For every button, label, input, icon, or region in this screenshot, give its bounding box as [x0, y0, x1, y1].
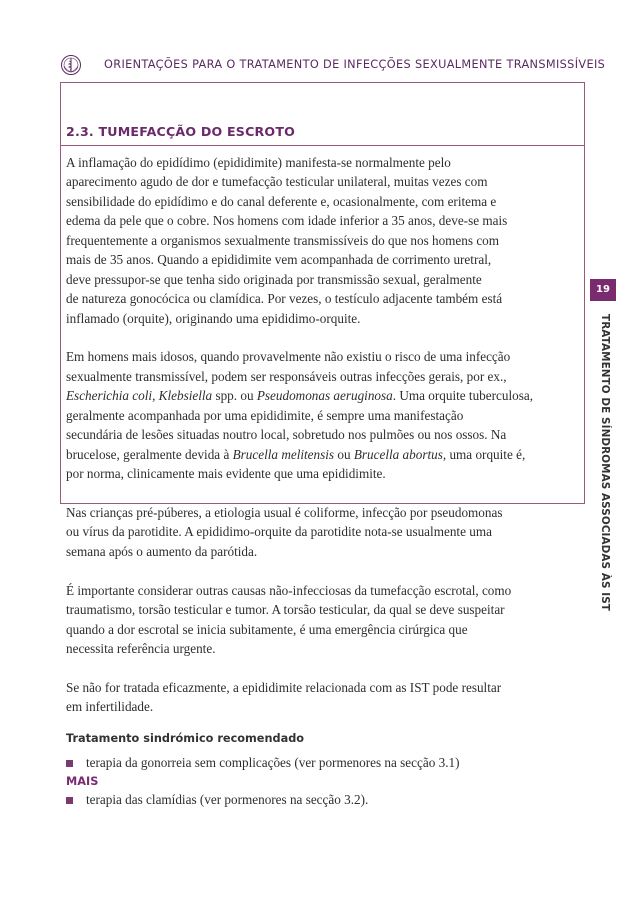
text-line: traumatismo, torsão testicular e tumor. A torsão testicular, da qual se deve suspeitar [66, 602, 505, 618]
treatment-heading: Tratamento sindrómico recomendado [66, 731, 305, 745]
text-line: sensibilidade do epidídimo e do canal deferente e, ocasionalmente, com eritema e [66, 193, 497, 209]
text-run: ou [334, 446, 354, 462]
text-line: ou vírus da parotidite. A epididimo-orquite da parotidite nota-se usualmente uma [66, 524, 492, 540]
text-run: . Uma orquite tuberculosa, [392, 388, 534, 404]
paragraph-older-men [66, 347, 578, 483]
title-divider [61, 145, 585, 146]
text-line: por norma, clinicamente mais evidente que uma epididimite. [66, 466, 386, 482]
text-line: quando a dor escrotal se inicia subitamente, é uma emergência cirúrgica que [66, 621, 468, 637]
bullet-square-icon [66, 797, 73, 804]
paragraph-epididimite [66, 153, 578, 328]
list-item-text: terapia das clamídias (ver pormenores na secção 3.2). [86, 791, 369, 807]
paragraph-non-infectious [66, 581, 578, 659]
body-text [66, 153, 578, 811]
text-line: secundária de lesões situadas noutro local, sobretudo nos pulmões ou nos ossos. Na [66, 427, 507, 443]
page-number: 19 [590, 279, 616, 301]
species-name: Brucella melitensis [232, 446, 335, 462]
text-line: sexualmente transmissível, podem ser responsáveis outras infecções gerais, por ex., [66, 368, 507, 384]
text-line: inflamado (orquite), originando uma epididimo-orquite. [66, 310, 361, 326]
species-name: Pseudomonas aeruginosa [256, 388, 393, 404]
text-line: mais de 35 anos. Quando a epididimite vem acompanhada de corrimento uretral, [66, 252, 492, 268]
text-line: de natureza gonocócica ou clamídica. Por vezes, o testículo adjacente também está [66, 291, 503, 307]
who-emblem-icon [60, 54, 82, 76]
text-line: em infertilidade. [66, 699, 154, 715]
list-item-text: terapia da gonorreia sem complicações (ver pormenores na secção 3.1) [86, 754, 460, 770]
section-title: 2.3. TUMEFACÇÃO DO ESCROTO [66, 124, 296, 139]
species-name: Brucella abortus [353, 446, 443, 462]
text-line: Em homens mais idosos, quando provavelmente não existiu o risco de uma infecção [66, 349, 511, 365]
species-name: Escherichia coli [66, 388, 153, 404]
text-line: necessita referência urgente. [66, 641, 216, 657]
text-run: , [152, 388, 159, 404]
list-item [66, 752, 578, 774]
paragraph-infertility [66, 678, 578, 717]
text-line: edema da pele que o cobre. Nos homens com idade inferior a 35 anos, deve-se mais [66, 213, 508, 229]
connector-label: MAIS [66, 774, 99, 788]
chapter-side-label: TRATAMENTO DE SÍNDROMAS ASSOCIADAS ÀS IST [599, 314, 611, 611]
text-line: frequentemente a organismos sexualmente transmissíveis do que nos homens com [66, 232, 500, 248]
text-run: spp. ou [212, 388, 257, 404]
text-line: Se não for tratada eficazmente, a epididimite relacionada com as IST pode resultar [66, 679, 502, 695]
text-run: brucelose, geralmente devida à [66, 446, 233, 462]
list-item [66, 789, 578, 811]
text-line: A inflamação do epidídimo (epididimite) manifesta-se normalmente pelo [66, 155, 451, 170]
species-name: Klebsiella [158, 388, 213, 404]
text-line: Nas crianças pré-púberes, a etiologia usual é coliforme, infecção por pseudomonas [66, 505, 503, 521]
text-line: geralmente acompanhada por uma epididimite, é sempre uma manifestação [66, 407, 464, 423]
bullet-square-icon [66, 760, 73, 767]
paragraph-children [66, 503, 578, 561]
text-line: aparecimento agudo de dor e tumefacção testicular unilateral, muitas vezes com [66, 174, 488, 190]
text-run: , uma orquite é, [442, 446, 526, 462]
text-line [66, 386, 578, 405]
text-line: É importante considerar outras causas não-infecciosas da tumefacção escrotal, como [66, 582, 512, 598]
text-line: deve pressupor-se que tenha sido originada por transmissão sexual, geralmente [66, 271, 482, 287]
running-header: ORIENTAÇÕES PARA O TRATAMENTO DE INFECÇÕES SEXUALMENTE TRANSMISSÍVEIS [104, 58, 606, 71]
text-line [66, 445, 578, 464]
text-line: semana após o aumento da parótida. [66, 543, 258, 559]
